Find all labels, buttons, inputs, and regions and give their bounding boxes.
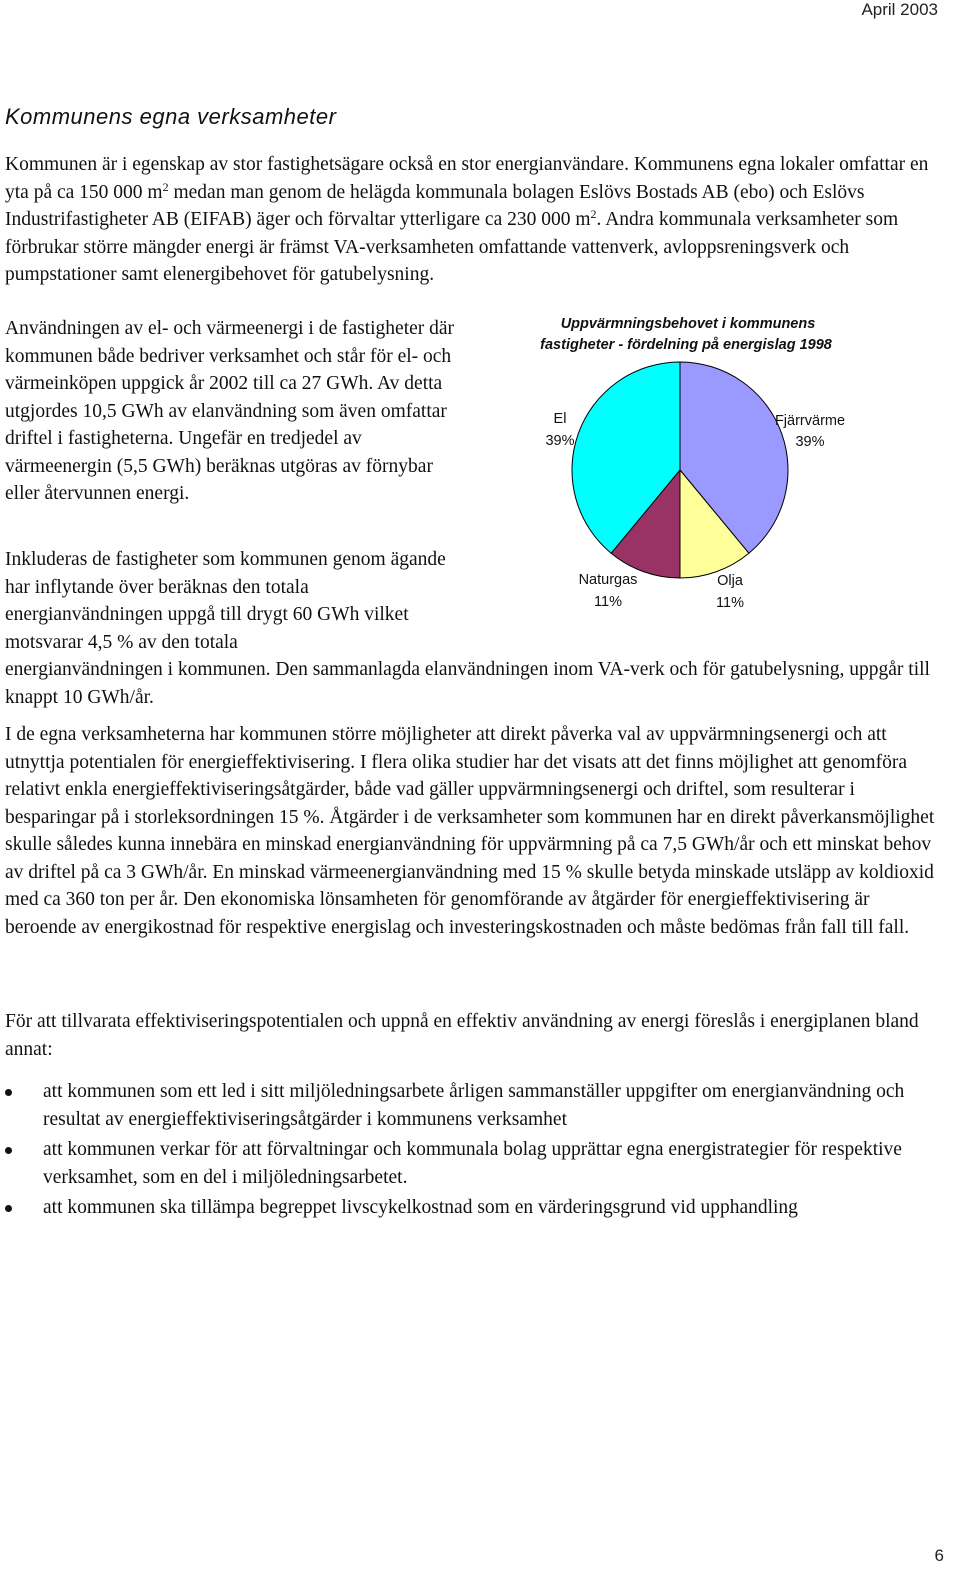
bullet-icon [5,1147,12,1154]
list-item [0,1078,960,1133]
list-item-text: att kommunen ska tillämpa begreppet livscykelkostnad som en värderingsgrund vid upphandling [43,1197,798,1218]
energy-pie-chart [508,313,868,623]
pie-percent-label: 39% [545,433,575,449]
paragraph-usage: Användningen av el- och värmeenergi i de fastigheter där kommunen både bedriver verksamhet och står för el- och värmeinköpen uppgick år 2002 till ca 27 GWh. Av detta utgjordes 10,5 GWh av elanvändning som även omfattar driftel i fastigheterna. Ungefär en tredjedel av värmeenergin (5,5 GWh) beräknas utgöras av förnybar eller återvunnen energi. [5,318,455,504]
header-date: April 2003 [861,0,938,19]
list-item [0,1136,960,1191]
pie-percent-label: 39% [795,434,825,450]
paragraph-measures: I de egna verksamheterna har kommunen större möjligheter att direkt påverka val av uppvärmningsenergi och att utnyttja potentialen för energieffektivisering. I flera olika studier har det visats att det finns möjlighet att genomföra relativt enkla energieffektiviseringsåtgärder, både vad gäller uppvärmningsenergi och driftel, som resulterar i besparingar på i storleksordningen 15 %. Åtgärder i de verksamheter som kommunen har en direkt påverkansmöjlighet skulle således kunna innebära en minskad energianvändning för uppvärmning på ca 7,5 GWh/år och ett minskat behov av driftel på ca 3 GWh/år. En minskad värmeenergianvändning med 15 % skulle betyda minskade utsläpp av koldioxid med ca 360 ton per år. Den ekonomiska lönsamheten för genomförande av åtgärder för energieffektivisering är beroende av energikostnad för respektive energislag och investeringskostnaden och måste bedömas från fall till fall. [5,724,935,938]
pie-slices [572,362,788,578]
pie-percent-label: 11% [594,594,622,610]
pie-label: Naturgas [578,572,638,588]
superscript-a: 2 [162,179,169,194]
superscript-b: 2 [590,207,597,221]
section-title: Kommunens egna verksamheter [5,104,337,129]
chart-title-line-1: Uppvärmningsbehovet i kommunens [560,316,816,332]
proposal-list [0,1078,960,1225]
paragraph-intro-text-c: . Andra kommunala verksamheter som förbrukar större mängder energi är främst VA-verksamheten omfattande vattenverk, avloppsreningsverk och pumpstationer samt elenergibehovet för gatubelysning. [5,209,899,285]
paragraph-total-a: Inkluderas de fastigheter som kommunen genom ägande har inflytande över beräknas den totala energianvändningen uppgå till drygt 60 GWh vilket motsvarar 4,5 % av den totala [5,549,446,653]
paragraph-total-b: energianvändningen i kommunen. Den sammanlagda elanvändningen inom VA-verk och för gatubelysning, uppgår till knappt 10 GWh/år. [5,659,930,708]
list-item-text: att kommunen verkar för att förvaltningar och kommunala bolag upprättar egna energistrategier för respektive verksamhet, som en del i miljöledningsarbetet. [43,1139,902,1188]
bullet-icon [5,1205,12,1212]
chart-title-line-2: fastigheter - fördelning på energislag 1998 [540,337,832,353]
pie-label: Fjärrvärme [774,413,846,429]
paragraph-intro-text-b: medan man genom de helägda kommunala bolagen Eslövs Bostads AB (ebo) och Eslövs Industrifastigheter AB (EIFAB) äger och förvaltar ytterligare ca 230 000 m [5,181,865,230]
pie-percent-label: 11% [716,595,744,611]
paragraph-intro-text-a: Kommunen är i egenskap av stor fastighetsägare också en stor energianvändare. Kommunens egna lokaler omfattar en yta på ca 150 000 m [5,154,929,203]
pie-label: Olja [717,573,743,589]
list-item [0,1194,960,1222]
paragraph-proposals: För att tillvarata effektiviseringspotentialen och uppnå en effektiv användning av energi föreslås i energiplanen bland annat: [5,1011,919,1060]
paragraph-intro [5,151,935,289]
list-item-text: att kommunen som ett led i sitt miljöledningsarbete årligen sammanställer uppgifter om energianvändning och resultat av energieffektiviseringsåtgärder i kommunens verksamhet [43,1081,905,1130]
pie-label: El [553,411,567,427]
bullet-icon [5,1089,12,1096]
page-number: 6 [934,1546,944,1565]
